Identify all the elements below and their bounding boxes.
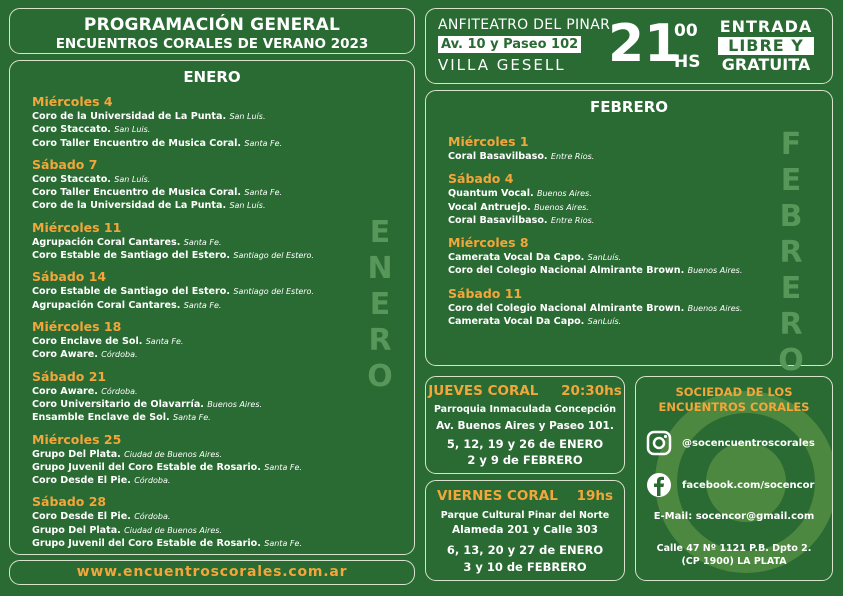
event-date: Sábado 4: [448, 171, 514, 187]
sociedad-box: [635, 376, 833, 581]
event-date: Sábado 14: [32, 269, 107, 285]
choir-line: [32, 137, 282, 150]
sociedad-title1: SOCIEDAD DE LOS: [675, 385, 793, 399]
jueves-time: 20:30hs: [561, 383, 622, 399]
time-unit: HS: [674, 52, 701, 72]
viernes-dates1: 6, 13, 20 y 27 de ENERO: [446, 543, 604, 557]
facebook-icon: [646, 472, 672, 498]
choir-name: Coro Universitario de Olavarría.: [32, 398, 208, 410]
vertical-letter: B: [779, 199, 803, 234]
enero-vertical-label: [360, 215, 400, 395]
choir-name: Coro Taller Encuentro de Musica Coral.: [32, 137, 245, 149]
choir-name: Vocal Antruejo.: [448, 201, 535, 213]
sociedad-title2: ENCUENTROS CORALES: [658, 400, 810, 414]
choir-province: San Luís.: [229, 112, 266, 121]
choir-line: [32, 285, 314, 298]
choir-province: Córdoba.: [101, 386, 138, 396]
febrero-vertical-label: [771, 127, 811, 379]
choir-name: Coro Taller Encuentro de Musica Coral.: [32, 187, 245, 199]
choir-line: [32, 411, 262, 424]
choir-line: [32, 474, 302, 487]
title-box: [9, 8, 415, 54]
vertical-letter: E: [369, 287, 391, 322]
event-group: [32, 495, 302, 550]
choir-province: Santa Fe.: [183, 300, 222, 310]
choir-province: Entre Rios.: [550, 152, 595, 161]
event-group: [448, 236, 742, 278]
choir-province: San Luís.: [229, 201, 266, 211]
footer-url[interactable]: www.encuentroscorales.com.ar: [76, 564, 348, 580]
choir-name: Coro Desde El Pie.: [32, 475, 135, 487]
choir-line: [448, 187, 594, 200]
choir-line: [32, 199, 282, 212]
choir-province: Córdoba.: [101, 350, 138, 360]
event-date: Miércoles 4: [32, 94, 113, 109]
choir-line: [32, 335, 183, 348]
event-group: [32, 95, 282, 150]
choir-line: [448, 302, 742, 315]
choir-line: [32, 385, 262, 398]
choir-name: Coral Basavilbaso.: [448, 214, 551, 226]
event-group: [32, 270, 314, 312]
event-date: Sábado 28: [32, 494, 107, 510]
time-hour: 21: [608, 14, 681, 74]
viernes-address: Alameda 201 y Calle 303: [452, 524, 598, 536]
event-date: Miércoles 8: [448, 235, 529, 251]
choir-line: [32, 236, 314, 249]
choir-province: Santa Fe.: [183, 237, 222, 247]
choir-province: SanLuís.: [587, 253, 622, 263]
choir-line: [448, 251, 742, 264]
jueves-dates1: 5, 12, 19 y 26 de ENERO: [446, 437, 604, 451]
choir-province: Santa Fe.: [244, 188, 283, 198]
vertical-letter: R: [779, 235, 803, 270]
choir-province: Ciudad de Buenos Aires.: [124, 449, 222, 459]
choir-line: [448, 214, 594, 227]
choir-line: [32, 249, 314, 262]
instagram-icon: [646, 430, 672, 456]
event-group: [448, 172, 594, 227]
choir-province: SanLuís.: [587, 317, 622, 327]
choir-line: [32, 537, 302, 550]
facebook-row[interactable]: [646, 472, 814, 498]
enero-box: [9, 60, 415, 555]
choir-name: Camerata Vocal Da Capo.: [448, 316, 588, 328]
vertical-letter: O: [367, 359, 393, 394]
viernes-place: Parque Cultural Pinar del Norte: [440, 510, 610, 521]
choir-name: Grupo Juvenil del Coro Estable de Rosario.: [32, 537, 265, 549]
venue-city: VILLA GESELL: [438, 56, 566, 74]
event-date: Miércoles 18: [32, 319, 122, 334]
vertical-letter: F: [780, 127, 802, 162]
choir-line: [32, 524, 302, 537]
main-title: PROGRAMACIÓN GENERAL: [83, 15, 341, 35]
choir-line: [32, 186, 282, 199]
choir-province: Ciudad de Buenos Aires.: [124, 525, 222, 535]
choir-province: Santa Fe.: [145, 337, 184, 346]
choir-line: [448, 201, 594, 214]
viernes-time: 19hs: [576, 488, 613, 504]
choir-name: Coro de la Universidad de La Punta.: [32, 111, 230, 122]
choir-province: Santiago del Estero.: [233, 287, 314, 297]
choir-name: Coral Basavilbaso.: [448, 151, 551, 162]
enero-title: ENERO: [183, 68, 241, 86]
choir-province: Santa Fe.: [173, 413, 211, 423]
choir-name: Agrupación Coral Cantares.: [32, 299, 184, 311]
choir-province: Buenos Aires.: [687, 266, 743, 276]
choir-province: Córdoba.: [134, 512, 171, 522]
event-date: Sábado 7: [32, 156, 98, 172]
jueves-dates2: 2 y 9 de FEBRERO: [467, 453, 583, 467]
choir-province: Santiago del Estero.: [233, 251, 314, 261]
choir-name: Grupo Del Plata.: [32, 448, 125, 460]
choir-name: Ensamble Enclave de Sol.: [32, 412, 173, 424]
vertical-letter: E: [780, 163, 802, 198]
choir-name: Coro Estable de Santiago del Estero.: [32, 250, 234, 262]
choir-line: [32, 398, 262, 411]
choir-line: [32, 461, 302, 474]
choir-name: Agrupación Coral Cantares.: [32, 236, 184, 248]
event-group: [32, 320, 183, 362]
choir-line: [32, 448, 302, 461]
choir-name: Coro Staccato.: [32, 124, 115, 136]
choir-province: Buenos Aires.: [687, 303, 743, 313]
choir-line: [32, 173, 282, 186]
choir-name: Quantum Vocal.: [448, 188, 537, 200]
choir-name: Grupo Del Plata.: [32, 524, 125, 536]
choir-name: Coro Estable de Santiago del Estero.: [32, 286, 234, 298]
sociedad-email[interactable]: E-Mail: socencor@gmail.com: [653, 511, 815, 522]
venue-box: [425, 8, 833, 84]
jueves-title: JUEVES CORAL: [428, 383, 539, 399]
jueves-address: Av. Buenos Aires y Paseo 101.: [436, 420, 614, 432]
vertical-letter: E: [780, 271, 802, 306]
choir-line: [32, 299, 314, 312]
instagram-row[interactable]: [646, 430, 815, 456]
event-group: [32, 370, 262, 425]
febrero-box: [425, 90, 833, 378]
time-min: 00: [674, 21, 698, 41]
choir-line: [32, 123, 282, 136]
sub-title: ENCUENTROS CORALES DE VERANO 2023: [55, 36, 369, 52]
choir-name: Coro Aware.: [32, 349, 102, 361]
venue-name: ANFITEATRO DEL PINAR: [438, 17, 611, 33]
venue-address: Av. 10 y Paseo 102: [438, 36, 581, 53]
vertical-letter: O: [778, 343, 804, 378]
event-date: Miércoles 25: [32, 431, 122, 447]
vertical-letter: R: [368, 323, 392, 358]
choir-line: [32, 348, 183, 361]
choir-line: [448, 315, 742, 328]
choir-province: San Luis.: [114, 125, 151, 135]
entry-line2: LIBRE Y: [718, 37, 814, 55]
sociedad-addr1: Calle 47 Nº 1121 P.B. Dpto 2.: [656, 543, 812, 554]
choir-province: Córdoba.: [134, 476, 171, 486]
facebook-url: facebook.com/socencor: [682, 479, 815, 491]
jueves-box: [425, 376, 625, 474]
choir-province: Santa Fe.: [264, 538, 302, 548]
event-group: [448, 135, 594, 163]
choir-name: Coro Aware.: [32, 385, 102, 397]
event-date: Sábado 11: [448, 285, 523, 301]
event-group: [32, 433, 302, 488]
vertical-letter: N: [367, 251, 393, 286]
choir-line: [32, 510, 302, 523]
choir-province: Buenos Aires.: [534, 202, 589, 212]
choir-line: [448, 264, 742, 277]
instagram-handle: @socencuentroscorales: [682, 437, 815, 449]
event-group: [32, 158, 282, 213]
jueves-header: [426, 383, 624, 399]
choir-name: Coro Staccato.: [32, 173, 115, 185]
choir-province: Buenos Aires.: [536, 189, 592, 199]
choir-line: [32, 110, 282, 123]
footer-url-box: [9, 560, 415, 585]
entry-line1: ENTRADA: [719, 17, 813, 36]
event-group: [32, 221, 314, 263]
vertical-letter: E: [369, 215, 391, 250]
viernes-header: [426, 488, 624, 504]
febrero-title: FEBRERO: [589, 98, 669, 116]
choir-line: [448, 150, 594, 163]
jueves-place: Parroquia Inmaculada Concepción: [433, 404, 617, 415]
event-date: Miércoles 11: [32, 219, 122, 235]
sociedad-addr2: (CP 1900) LA PLATA: [681, 556, 787, 567]
event-date: Sábado 21: [32, 368, 107, 384]
choir-province: San Luís.: [114, 174, 151, 184]
choir-name: Camerata Vocal Da Capo.: [448, 252, 588, 264]
choir-province: Buenos Aires.: [207, 399, 263, 409]
choir-name: Coro de la Universidad de La Punta.: [32, 200, 230, 212]
choir-name: Coro Enclave de Sol.: [32, 336, 146, 347]
choir-province: Entre Rios.: [550, 215, 595, 225]
event-date: Miércoles 1: [448, 134, 529, 149]
choir-name: Coro del Colegio Nacional Almirante Brown.: [448, 265, 688, 277]
event-group: [448, 287, 742, 329]
choir-name: Coro del Colegio Nacional Almirante Brown.: [448, 302, 688, 314]
viernes-box: [425, 480, 625, 581]
viernes-dates2: 3 y 10 de FEBRERO: [463, 560, 587, 574]
entry-line3: GRATUITA: [721, 55, 811, 74]
choir-province: Santa Fe.: [244, 138, 283, 148]
choir-name: Grupo Juvenil del Coro Estable de Rosario.: [32, 461, 265, 473]
viernes-title: VIERNES CORAL: [436, 488, 558, 504]
choir-name: Coro Desde El Pie.: [32, 511, 135, 523]
choir-province: Santa Fe.: [264, 462, 302, 472]
vertical-letter: R: [779, 307, 803, 342]
